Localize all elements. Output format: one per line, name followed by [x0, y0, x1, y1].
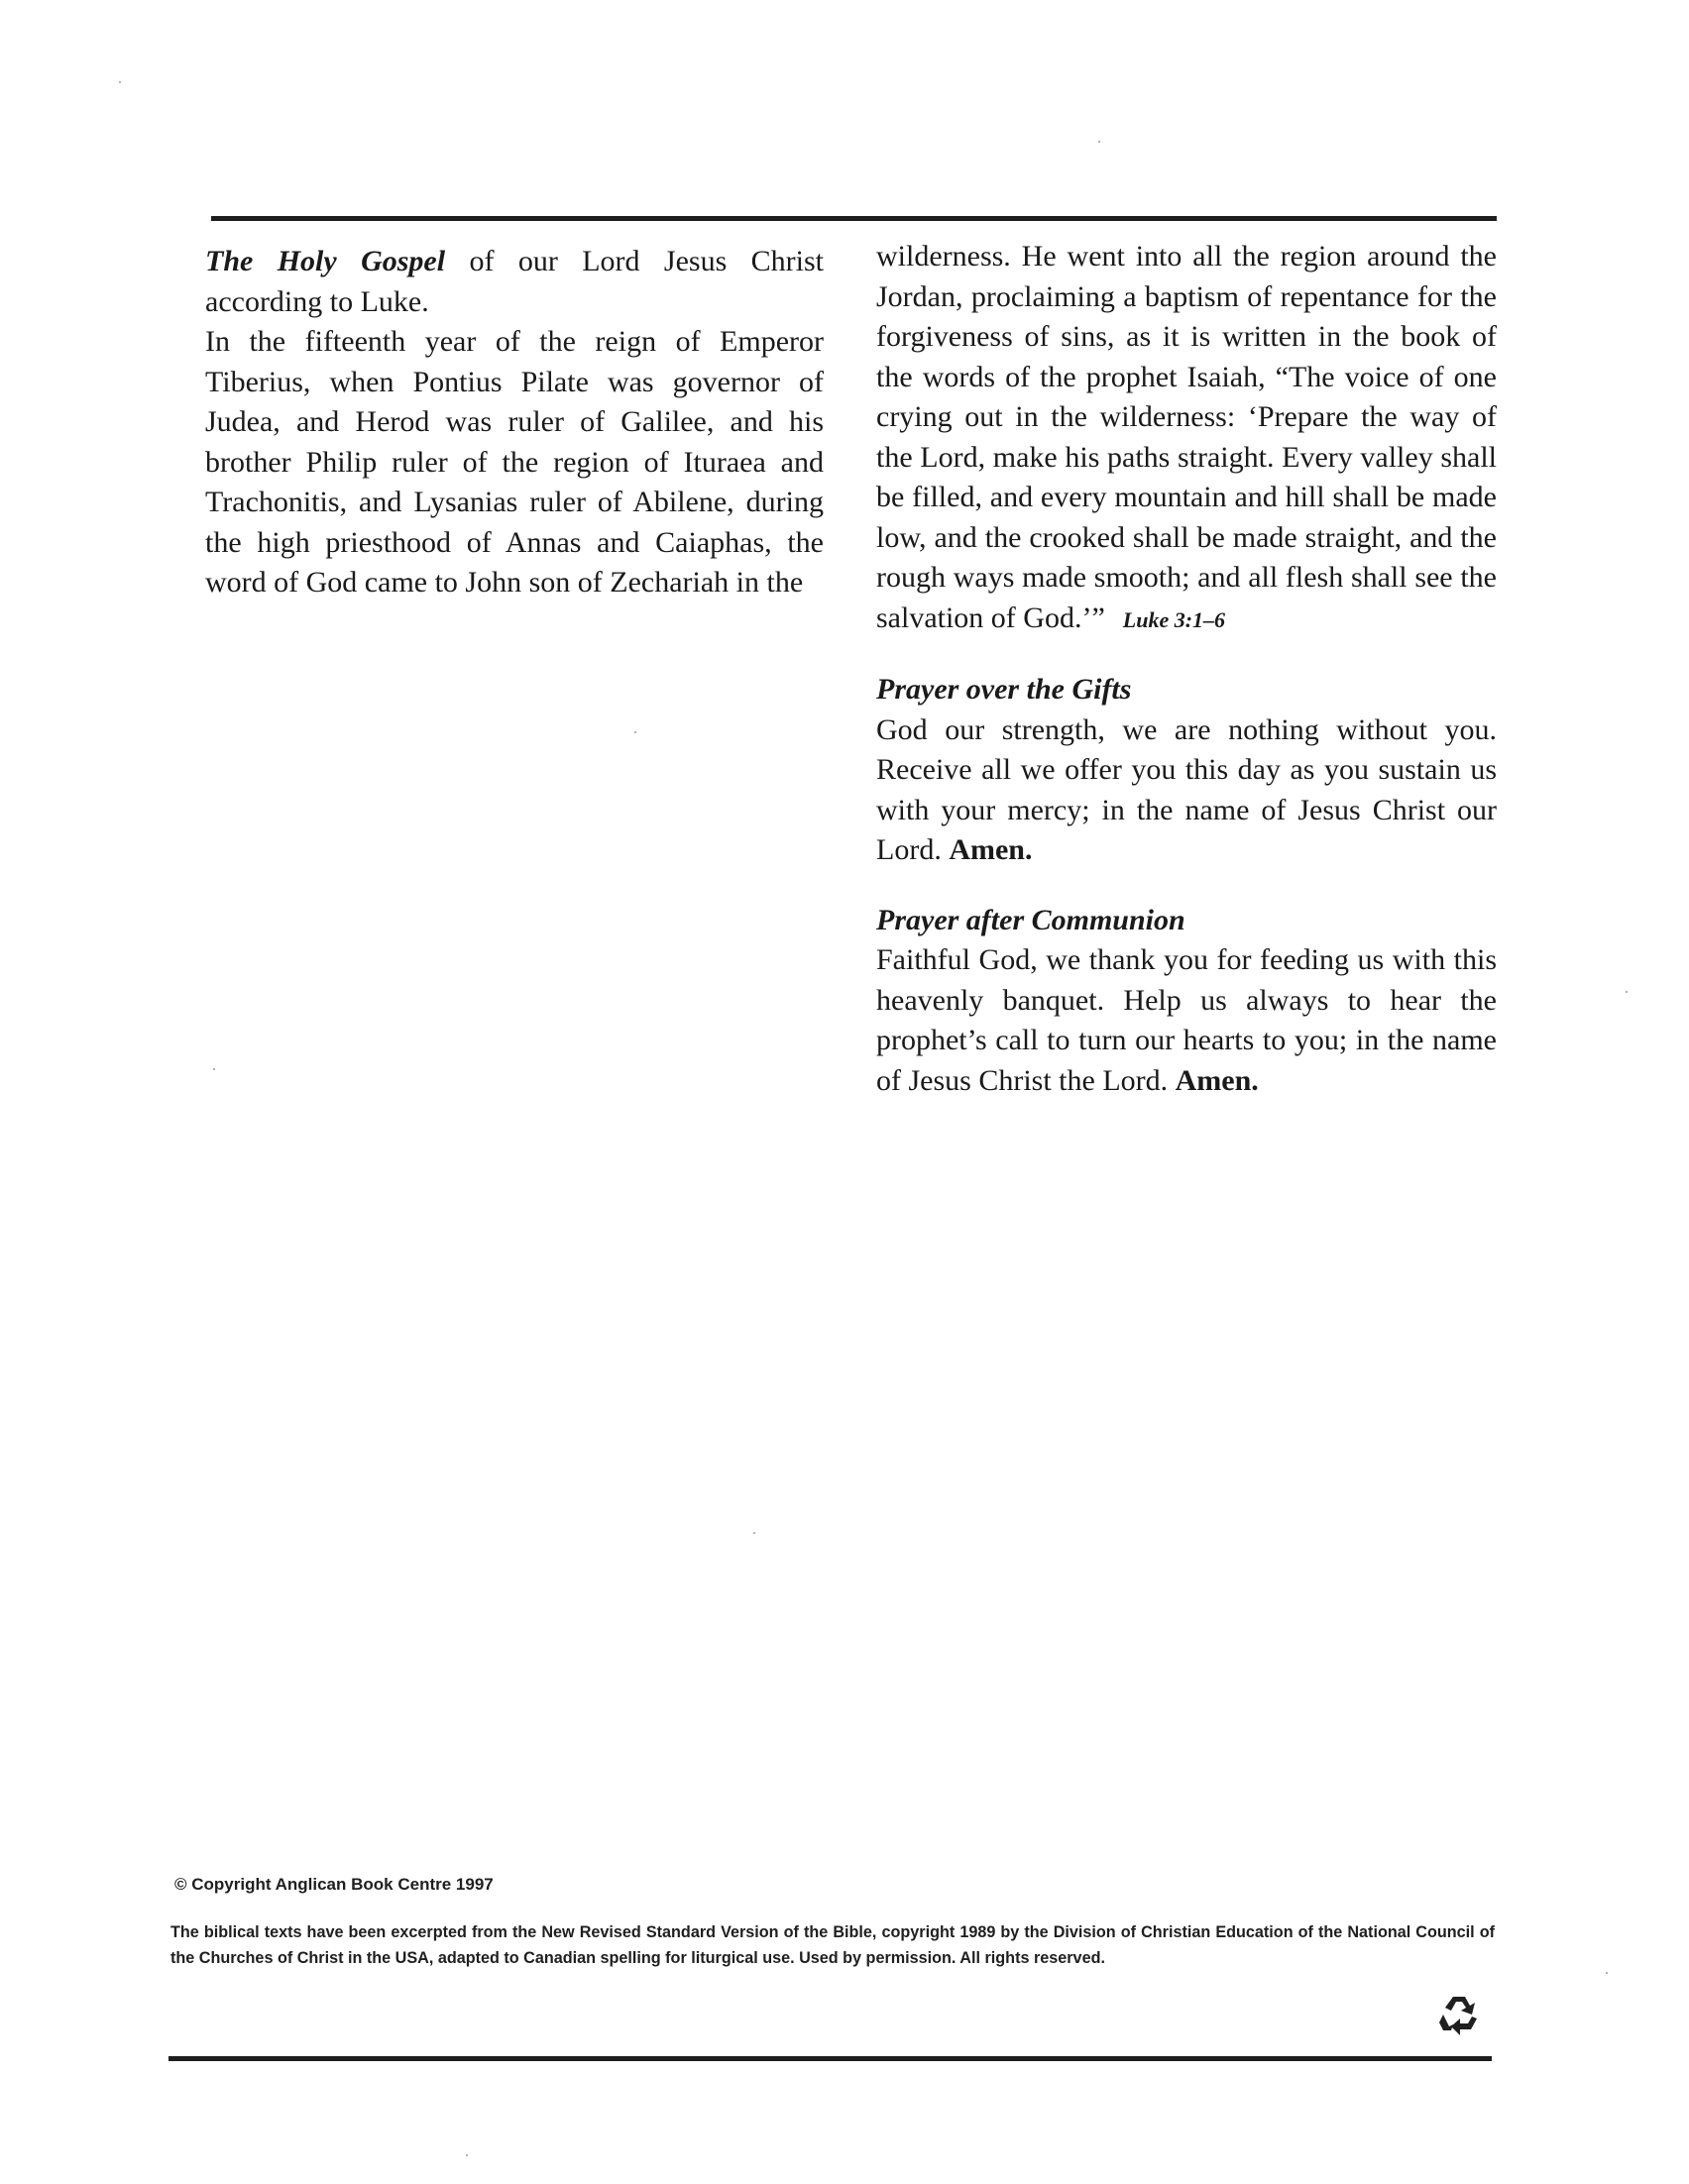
prayer-over-gifts-text: God our strength, we are nothing without you. Receive all we offer you this day as you sustain us with your mercy; in the name of Jesus Christ our Lord. — [876, 712, 1497, 866]
gospel-right-paragraph — [876, 237, 1497, 640]
recycle-icon — [1437, 1993, 1483, 2038]
gospel-left-body: In the fifteenth year of the reign of Emperor Tiberius, when Pontius Pilate was governor of Judea, and Herod was ruler of Galilee, and his brother Philip ruler of the region of Ituraea and Trachonitis, and Lysanias ruler of Abilene, during the high priesthood of Annas and Caiaphas, the word of God came to John son of Zechariah in the — [205, 325, 824, 599]
prayer-over-gifts — [876, 670, 1497, 871]
gospel-intro — [205, 242, 824, 322]
prayer-after-communion-amen: Amen. — [1175, 1063, 1259, 1097]
prayer-over-gifts-title: Prayer over the Gifts — [876, 673, 1132, 706]
gospel-right-column — [876, 237, 1497, 1101]
prayer-after-communion-title: Prayer after Communion — [876, 903, 1185, 936]
gospel-right-body: wilderness. He went into all the region around the Jordan, proclaiming a baptism of repentance for the forgiveness of sins, as it is written in the book of the words of the prophet Isaiah, “The voice of one crying out in the wilderness: ‘Prepare the way of the Lord, make his paths straight. Every valley shall be filled, and every mountain and hill shall be made low, and the crooked shall be made straight, and the rough ways made smooth; and all flesh shall see the salvation of God.’” — [876, 240, 1497, 634]
top-rule — [211, 216, 1497, 221]
scan-speck — [1098, 141, 1100, 143]
scan-speck — [1626, 991, 1628, 993]
gospel-heading: The Holy Gospel — [205, 245, 446, 277]
gospel-intro-text: of our Lord Jesus Christ according to Luke. — [205, 245, 824, 318]
gospel-left-column — [205, 242, 824, 603]
copyright-line: © Copyright Anglican Book Centre 1997 — [174, 1875, 494, 1894]
scan-speck — [634, 731, 636, 733]
prayer-after-communion — [876, 901, 1497, 1102]
scan-speck — [119, 81, 121, 83]
scan-speck — [1606, 1972, 1608, 1974]
prayer-over-gifts-amen: Amen. — [949, 833, 1033, 866]
prayer-after-communion-text: Faithful God, we thank you for feeding us with this heavenly banquet. Help us always to hear the prophet’s call to turn our hearts to you; in the name of Jesus Christ the Lord. — [876, 943, 1497, 1097]
scan-speck — [466, 2154, 468, 2156]
scripture-reference: Luke 3:1–6 — [1122, 606, 1226, 632]
scan-speck — [753, 1532, 755, 1534]
permission-notice: The biblical texts have been excerpted from the New Revised Standard Version of the Bible, copyright 1989 by the Division of Christian Education of the National Council of the Churches of Christ in the USA, adapted to Canadian spelling for liturgical use. Used by permission. All rights reserved. — [170, 1923, 1495, 1967]
bottom-rule — [169, 2056, 1492, 2061]
scan-speck — [213, 1068, 215, 1070]
